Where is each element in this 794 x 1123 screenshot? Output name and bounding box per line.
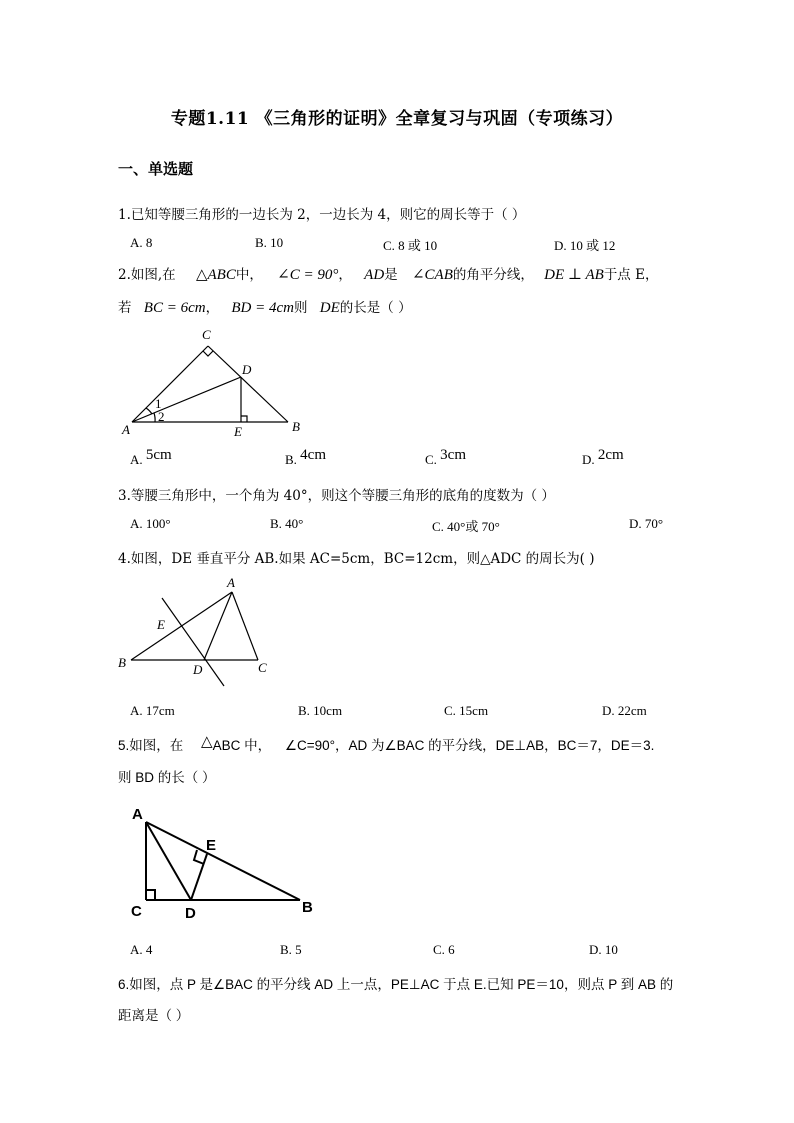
- q2-label-d: D: [242, 362, 252, 377]
- q2-option-c: [425, 447, 466, 469]
- q2-math-bd: BD = 4cm: [231, 300, 294, 316]
- q2-label-angle-2: 2: [158, 409, 165, 424]
- question-4-text: 4.如图，DE 垂直平分 AB.如果 AC=5cm，BC=12cm，则△ADC 的周长为( ): [118, 551, 595, 567]
- q4-option-d: D. 22cm: [602, 703, 647, 718]
- q2-math-abc: ABC: [207, 267, 236, 283]
- q5-right-angle-c: [146, 890, 155, 900]
- question-2-line-2: [118, 296, 412, 317]
- q4-segment-ac: [232, 592, 258, 660]
- q4-figure: [115, 574, 275, 690]
- q2-segment-ad: [132, 377, 241, 422]
- q2-math-bc: BC = 6cm: [143, 300, 206, 316]
- q5-label-b: B: [302, 899, 313, 916]
- q3-option-c: C. 40°或 70°: [432, 519, 500, 534]
- q4-option-c: C. 15cm: [444, 703, 489, 718]
- page-title: 专题1.11 《三角形的证明》全章复习与巩固（专项练习）: [170, 109, 624, 129]
- q2-segment-ac: [132, 346, 208, 422]
- q2-text-part: 则: [293, 300, 308, 316]
- q2-text-part: 若: [118, 300, 132, 316]
- question-2-line-1: [118, 263, 658, 284]
- q2-option-letter: C.: [425, 452, 437, 467]
- question-5-line-1: [118, 734, 654, 755]
- q2-text-part: 中，: [235, 267, 263, 283]
- q5-option-d: D. 10: [589, 942, 618, 957]
- q5-option-c: C. 6: [433, 942, 455, 957]
- question-6-line-2: 距离是（ ）: [118, 1008, 190, 1023]
- q5-label-d: D: [185, 905, 196, 922]
- q2-figure: [118, 322, 318, 444]
- q3-option-a: A. 100°: [130, 516, 171, 531]
- q2-text-part: 是: [384, 267, 398, 283]
- q2-option-value: 4cm: [300, 447, 326, 463]
- q2-math-angle-cab: ∠CAB: [411, 267, 453, 283]
- q2-text-part: ，: [205, 300, 220, 316]
- q2-text-part: ，: [338, 267, 352, 283]
- q2-label-b: B: [292, 419, 300, 434]
- q2-right-angle-e: [241, 416, 247, 422]
- q1-option-b: B. 10: [255, 235, 284, 250]
- q2-label-angle-1: 1: [155, 396, 162, 411]
- q4-label-e: E: [157, 617, 165, 632]
- q4-option-b: B. 10cm: [298, 703, 343, 718]
- q4-label-b: B: [118, 655, 126, 670]
- q2-option-d: [582, 447, 624, 469]
- q2-label-c: C: [202, 327, 211, 342]
- q5-right-angle-e: [194, 850, 204, 864]
- q5-option-b: B. 5: [280, 942, 302, 957]
- question-3-text: 3.等腰三角形中，一个角为 40°，则这个等腰三角形的底角的度数为（ ）: [118, 488, 555, 504]
- q2-segment-cb: [208, 346, 288, 422]
- q2-option-value: 5cm: [145, 447, 172, 463]
- q4-label-d: D: [193, 662, 203, 677]
- question-6-line-1: 6.如图，点 P 是∠BAC 的平分线 AD 上一点，PE⊥AC 于点 E.已知 PE＝10，则点 P 到 AB 的: [118, 977, 674, 992]
- q2-text-part: 的角平分线，: [452, 267, 534, 283]
- q4-option-a: A. 17cm: [130, 703, 175, 718]
- q4-label-c: C: [258, 660, 267, 675]
- q5-figure: [126, 800, 322, 924]
- q2-label-a: A: [122, 422, 130, 437]
- question-5-line-2: 则 BD 的长（ ）: [118, 770, 216, 785]
- q2-option-value: 2cm: [597, 447, 624, 463]
- q2-text-part: 的长是（ ）: [339, 300, 412, 316]
- q5-option-a: A. 4: [130, 942, 153, 957]
- q3-option-d: D. 70°: [629, 516, 664, 531]
- q2-text-part: 于点 E，: [603, 267, 659, 283]
- q2-math-de: DE: [319, 300, 340, 316]
- q3-option-b: B. 40°: [270, 516, 304, 531]
- q2-math-de-perp-ab: DE ⊥ AB: [544, 267, 604, 283]
- question-1-text: 1.已知等腰三角形的一边长为 2，一边长为 4，则它的周长等于（ ）: [118, 207, 526, 223]
- q1-option-a: A. 8: [130, 235, 153, 250]
- q5-label-a: A: [132, 806, 143, 823]
- q2-option-a: [130, 447, 172, 469]
- q2-math-angle-c: ∠C = 90°: [277, 267, 339, 283]
- q2-right-angle-c: [203, 351, 213, 356]
- q5-label-c: C: [131, 903, 142, 920]
- q2-angle-arc-2: [154, 413, 155, 422]
- q2-option-b: [285, 447, 326, 469]
- q4-label-a: A: [227, 575, 235, 590]
- triangle-symbol: △: [201, 734, 213, 750]
- q1-option-c: C. 8 或 10: [383, 238, 438, 253]
- q5-label-e: E: [206, 837, 217, 854]
- q2-math-ad: AD: [364, 267, 385, 283]
- q5-segment-de: [191, 854, 207, 900]
- q5-text-part: 5.如图，在: [118, 738, 184, 753]
- q5-angle-c: ∠C=90°: [284, 738, 336, 753]
- q2-option-letter: B.: [285, 452, 297, 467]
- q5-text-part: ，AD 为∠BAC 的平分线，DE⊥AB，BC＝7，DE＝3.: [335, 738, 655, 753]
- q1-option-d: D. 10 或 12: [554, 238, 616, 253]
- q5-text-part: ABC 中，: [212, 738, 272, 753]
- q2-option-letter: A.: [130, 452, 143, 467]
- section-heading: 一、单选题: [118, 160, 194, 178]
- q2-option-letter: D.: [582, 452, 595, 467]
- triangle-symbol: △: [195, 267, 208, 283]
- q2-angle-arc-1: [146, 408, 152, 414]
- q2-text-part: 2.如图,在: [118, 267, 176, 283]
- q4-segment-ad: [204, 592, 232, 660]
- q2-label-e: E: [234, 424, 242, 439]
- q2-option-value: 3cm: [440, 447, 466, 463]
